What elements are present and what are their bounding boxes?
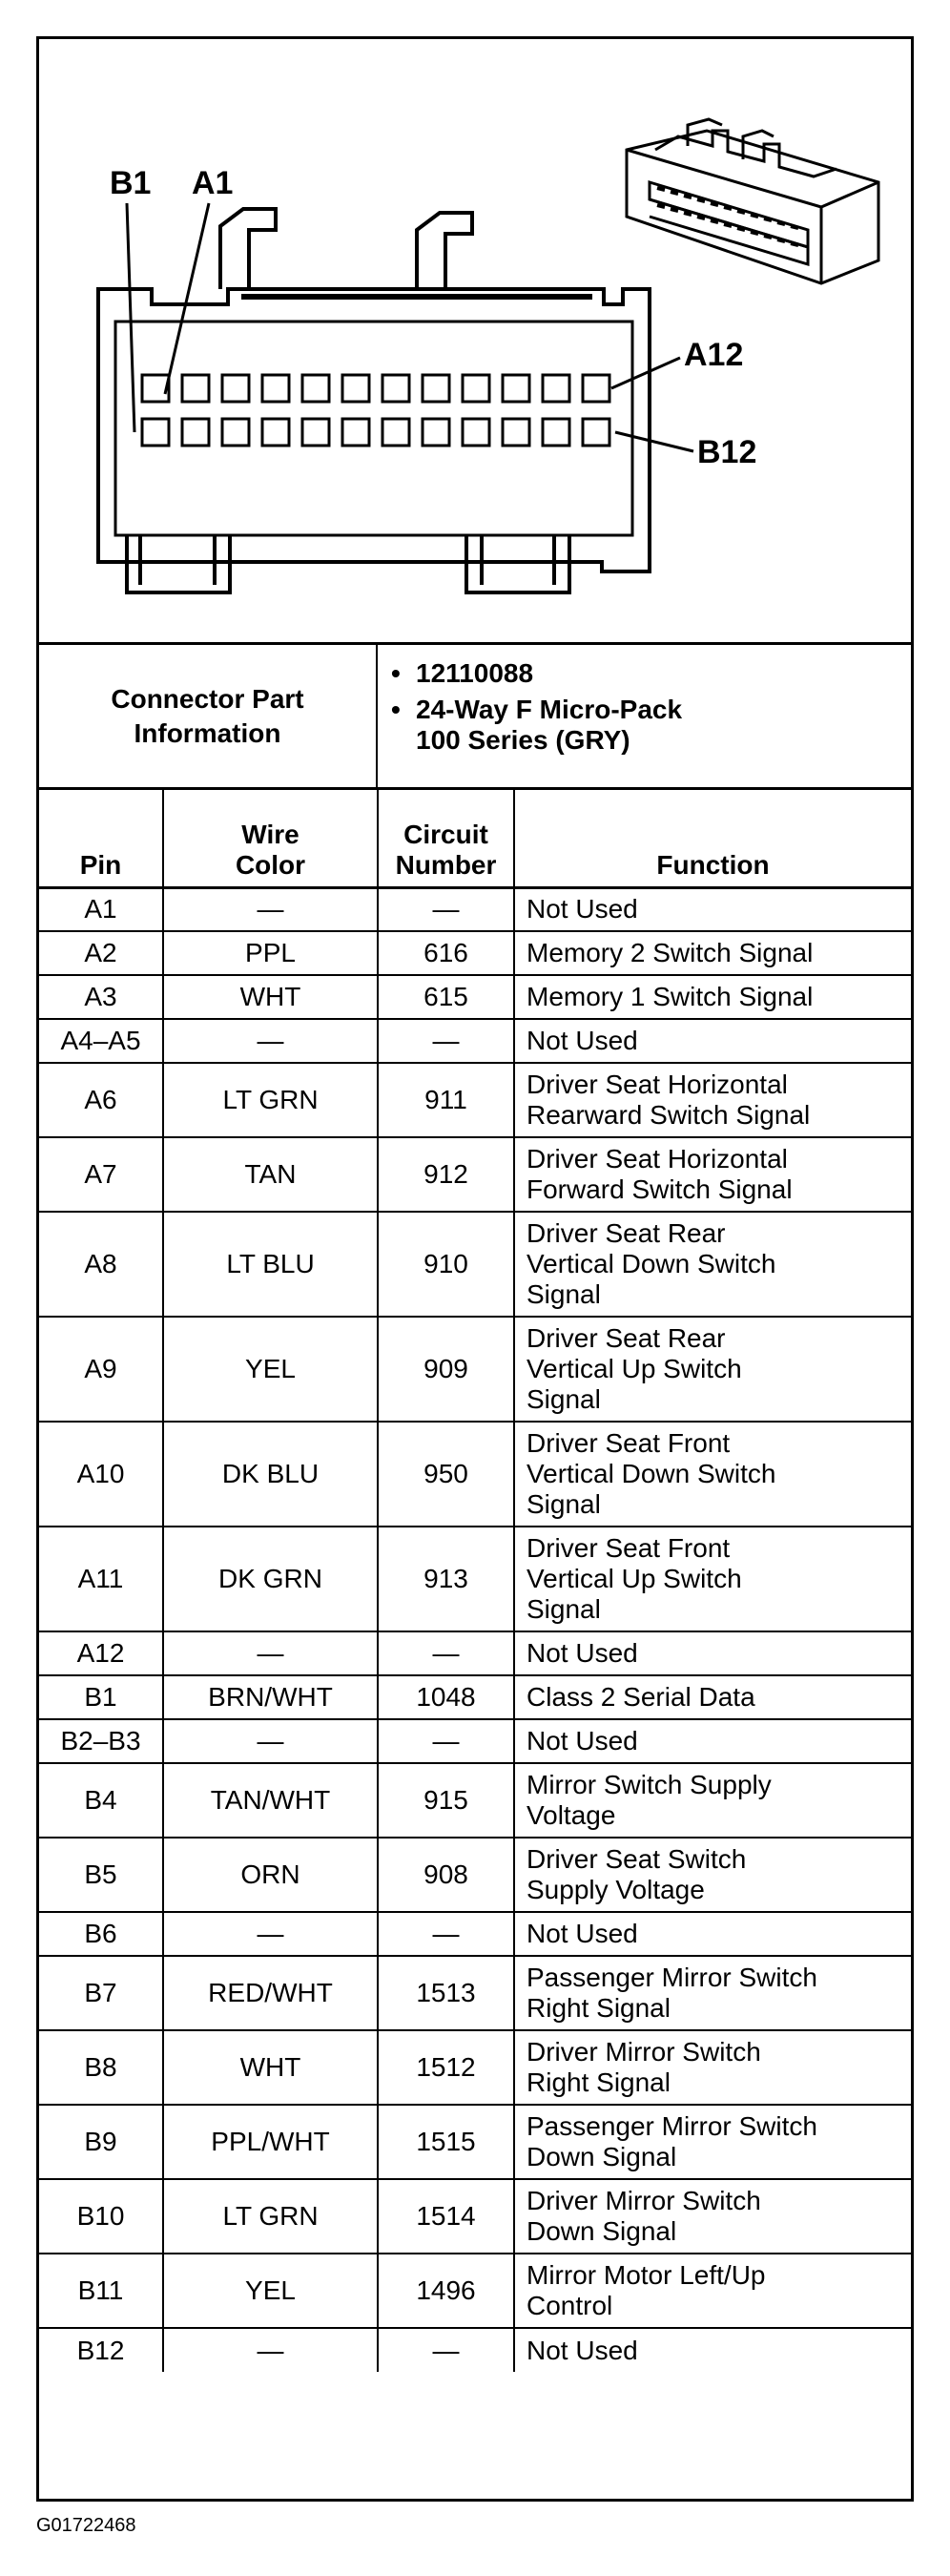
- pin-cell: A6: [39, 1063, 163, 1137]
- function-cell: [514, 1422, 911, 1527]
- cavity-a2: [182, 375, 209, 402]
- cavity-b9: [463, 419, 489, 446]
- function-line: Not Used: [527, 1026, 638, 1055]
- wire-color-cell: WHT: [163, 975, 378, 1019]
- table-row: [39, 2328, 911, 2372]
- table-row: [39, 1019, 911, 1063]
- connector-isometric-view: [627, 119, 878, 283]
- left-latch: [220, 209, 276, 289]
- function-cell: [514, 1719, 911, 1763]
- table-row: [39, 1317, 911, 1422]
- function-cell: [514, 2105, 911, 2179]
- function-line: Control: [527, 2291, 613, 2320]
- function-line: Voltage: [527, 1800, 616, 1830]
- table-row: [39, 1675, 911, 1719]
- info-label-line2: Information: [134, 717, 281, 748]
- wire-color-cell: PPL: [163, 931, 378, 975]
- wire-color-cell: TAN: [163, 1137, 378, 1212]
- wire-color-cell: YEL: [163, 1317, 378, 1422]
- function-line: Not Used: [527, 894, 638, 924]
- callout-b1-leader: [127, 203, 134, 432]
- function-cell: [514, 1956, 911, 2030]
- function-line: Right Signal: [527, 2067, 671, 2097]
- circuit-number-cell: 915: [378, 1763, 514, 1838]
- wire-color-cell: —: [163, 2328, 378, 2372]
- circuit-number-cell: —: [378, 1631, 514, 1675]
- function-line: Passenger Mirror Switch: [527, 2111, 817, 2141]
- wire-color-cell: —: [163, 1719, 378, 1763]
- callout-b12-label: B12: [697, 434, 757, 470]
- connector-sheet: [36, 36, 914, 2502]
- cavity-a12: [583, 375, 609, 402]
- connector-part-info-label: [39, 645, 378, 787]
- callout-a1-leader: [165, 203, 209, 394]
- table-row: [39, 1912, 911, 1956]
- pin-cavities: [142, 375, 609, 446]
- table-row: [39, 1422, 911, 1527]
- function-line: Driver Seat Switch: [527, 1844, 747, 1874]
- pin-cell: B11: [39, 2254, 163, 2328]
- cavity-a5: [302, 375, 329, 402]
- circuit-number-cell: 913: [378, 1527, 514, 1631]
- function-line: Signal: [527, 1279, 601, 1309]
- cavity-b10: [503, 419, 529, 446]
- function-cell: [514, 1838, 911, 1912]
- function-cell: [514, 1631, 911, 1675]
- wire-color-cell: ORN: [163, 1838, 378, 1912]
- wire-color-cell: WHT: [163, 2030, 378, 2105]
- header-circuit-number: Circuit Number: [378, 790, 514, 887]
- circuit-number-cell: 1496: [378, 2254, 514, 2328]
- connector-part-info-row: [39, 645, 911, 790]
- circuit-number-cell: 912: [378, 1137, 514, 1212]
- function-line: Not Used: [527, 2335, 638, 2365]
- table-row: [39, 1137, 911, 1212]
- cavity-a11: [543, 375, 569, 402]
- cavity-b7: [382, 419, 409, 446]
- callout-a12-leader: [611, 358, 680, 388]
- function-cell: [514, 887, 911, 931]
- pin-cell: B9: [39, 2105, 163, 2179]
- function-line: Forward Switch Signal: [527, 1174, 793, 1204]
- cavity-a6: [342, 375, 369, 402]
- function-line: Vertical Down Switch: [527, 1459, 776, 1488]
- circuit-number-cell: 616: [378, 931, 514, 975]
- table-row: [39, 1631, 911, 1675]
- function-cell: [514, 1212, 911, 1317]
- callout-b1-label: B1: [110, 165, 152, 201]
- function-cell: [514, 1912, 911, 1956]
- function-line: Class 2 Serial Data: [527, 1682, 755, 1712]
- table-row: [39, 1063, 911, 1137]
- cavity-b11: [543, 419, 569, 446]
- part-number: 12110088: [416, 658, 534, 688]
- table-row: [39, 1838, 911, 1912]
- cavity-a3: [222, 375, 249, 402]
- header-function: Function: [514, 790, 911, 887]
- function-line: Memory 2 Switch Signal: [527, 938, 814, 967]
- circuit-number-cell: —: [378, 1019, 514, 1063]
- pin-table-header: [39, 790, 911, 887]
- header-pin: Pin: [39, 790, 163, 887]
- function-line: Driver Seat Horizontal: [527, 1070, 788, 1099]
- cavity-a4: [262, 375, 289, 402]
- function-line: Not Used: [527, 1638, 638, 1668]
- circuit-number-cell: —: [378, 1719, 514, 1763]
- wire-color-cell: DK GRN: [163, 1527, 378, 1631]
- function-cell: [514, 1527, 911, 1631]
- function-line: Driver Seat Rear: [527, 1218, 726, 1248]
- circuit-number-cell: 1512: [378, 2030, 514, 2105]
- function-line: Driver Seat Front: [527, 1428, 731, 1458]
- function-line: Driver Mirror Switch: [527, 2037, 761, 2067]
- right-latch: [417, 213, 472, 289]
- cavity-b2: [182, 419, 209, 446]
- circuit-number-cell: 1515: [378, 2105, 514, 2179]
- function-line: Supply Voltage: [527, 1875, 705, 1904]
- table-row: [39, 1212, 911, 1317]
- function-cell: [514, 1019, 911, 1063]
- function-cell: [514, 1317, 911, 1422]
- pin-cell: B2–B3: [39, 1719, 163, 1763]
- function-cell: [514, 1675, 911, 1719]
- wire-color-cell: TAN/WHT: [163, 1763, 378, 1838]
- connector-housing-inner: [115, 322, 632, 535]
- pin-cell: A10: [39, 1422, 163, 1527]
- function-line: Passenger Mirror Switch: [527, 1963, 817, 1992]
- function-line: Driver Mirror Switch: [527, 2186, 761, 2215]
- function-line: Rearward Switch Signal: [527, 1100, 811, 1130]
- wire-color-cell: PPL/WHT: [163, 2105, 378, 2179]
- pin-cell: B12: [39, 2328, 163, 2372]
- circuit-number-cell: 911: [378, 1063, 514, 1137]
- function-cell: [514, 2254, 911, 2328]
- circuit-number-cell: 615: [378, 975, 514, 1019]
- table-row: [39, 2105, 911, 2179]
- cavity-a9: [463, 375, 489, 402]
- table-row: [39, 931, 911, 975]
- function-line: Signal: [527, 1489, 601, 1519]
- function-line: Signal: [527, 1384, 601, 1414]
- wire-color-cell: YEL: [163, 2254, 378, 2328]
- part-number-line: [391, 658, 911, 689]
- pin-cell: A12: [39, 1631, 163, 1675]
- table-row: [39, 2254, 911, 2328]
- pin-cell: B8: [39, 2030, 163, 2105]
- cavity-b5: [302, 419, 329, 446]
- function-line: Mirror Switch Supply: [527, 1770, 772, 1799]
- circuit-number-cell: 909: [378, 1317, 514, 1422]
- bullet-icon: •: [391, 695, 401, 724]
- circuit-number-cell: 908: [378, 1838, 514, 1912]
- pin-cell: B6: [39, 1912, 163, 1956]
- function-line: Driver Seat Rear: [527, 1323, 726, 1353]
- function-line: Not Used: [527, 1726, 638, 1755]
- circuit-number-cell: —: [378, 2328, 514, 2372]
- cavity-a1: [142, 375, 169, 402]
- table-row: [39, 1527, 911, 1631]
- table-row: [39, 887, 911, 931]
- cavity-b1: [142, 419, 169, 446]
- callout-a1-label: A1: [192, 165, 234, 201]
- table-row: [39, 1956, 911, 2030]
- function-line: Vertical Up Switch: [527, 1564, 742, 1593]
- function-cell: [514, 931, 911, 975]
- pin-cell: A11: [39, 1527, 163, 1631]
- pin-cell: B4: [39, 1763, 163, 1838]
- connector-description: [416, 695, 682, 756]
- description-line1: 24-Way F Micro-Pack: [416, 695, 683, 724]
- function-line: Mirror Motor Left/Up: [527, 2260, 766, 2290]
- connector-face-diagram: [39, 39, 911, 642]
- table-row: [39, 1763, 911, 1838]
- function-line: Driver Seat Front: [527, 1533, 731, 1563]
- pin-table: [39, 790, 911, 2372]
- function-line: Signal: [527, 1594, 601, 1624]
- cavity-b3: [222, 419, 249, 446]
- cavity-b12: [583, 419, 609, 446]
- function-cell: [514, 975, 911, 1019]
- wire-color-cell: RED/WHT: [163, 1956, 378, 2030]
- wire-color-cell: DK BLU: [163, 1422, 378, 1527]
- pin-cell: A9: [39, 1317, 163, 1422]
- description-line: [391, 695, 911, 756]
- function-line: Driver Seat Horizontal: [527, 1144, 788, 1174]
- wire-color-cell: —: [163, 1631, 378, 1675]
- cavity-b6: [342, 419, 369, 446]
- wire-color-cell: —: [163, 887, 378, 931]
- cavity-b8: [423, 419, 449, 446]
- function-cell: [514, 2179, 911, 2254]
- pin-cell: B5: [39, 1838, 163, 1912]
- function-line: Down Signal: [527, 2142, 677, 2171]
- wire-color-cell: LT GRN: [163, 1063, 378, 1137]
- function-cell: [514, 2328, 911, 2372]
- pin-cell: A1: [39, 887, 163, 931]
- connector-diagram-panel: [39, 39, 911, 645]
- description-line2: 100 Series (GRY): [416, 725, 630, 755]
- pin-cell: A2: [39, 931, 163, 975]
- circuit-number-cell: 1048: [378, 1675, 514, 1719]
- callout-a12-label: A12: [684, 337, 744, 373]
- circuit-number-cell: —: [378, 887, 514, 931]
- pin-cell: A4–A5: [39, 1019, 163, 1063]
- table-row: [39, 2179, 911, 2254]
- table-row: [39, 1719, 911, 1763]
- callout-b12-leader: [615, 432, 693, 451]
- pin-cell: B1: [39, 1675, 163, 1719]
- info-label-line1: Connector Part: [111, 683, 304, 714]
- wire-color-cell: LT GRN: [163, 2179, 378, 2254]
- function-cell: [514, 2030, 911, 2105]
- pin-cell: A7: [39, 1137, 163, 1212]
- pin-cell: B10: [39, 2179, 163, 2254]
- cavity-a10: [503, 375, 529, 402]
- header-wire-color: Wire Color: [163, 790, 378, 887]
- connector-part-info-values: [378, 645, 911, 787]
- function-line: Not Used: [527, 1919, 638, 1948]
- bullet-icon: •: [391, 658, 401, 688]
- table-row: [39, 2030, 911, 2105]
- function-line: Down Signal: [527, 2216, 677, 2246]
- circuit-number-cell: 910: [378, 1212, 514, 1317]
- pin-cell: A3: [39, 975, 163, 1019]
- circuit-number-cell: 950: [378, 1422, 514, 1527]
- function-cell: [514, 1063, 911, 1137]
- cavity-a8: [423, 375, 449, 402]
- figure-code: G01722468: [36, 2515, 136, 2536]
- wire-color-cell: LT BLU: [163, 1212, 378, 1317]
- cavity-b4: [262, 419, 289, 446]
- circuit-number-cell: —: [378, 1912, 514, 1956]
- wire-color-cell: —: [163, 1912, 378, 1956]
- function-line: Right Signal: [527, 1993, 671, 2023]
- pin-cell: B7: [39, 1956, 163, 2030]
- wire-color-cell: —: [163, 1019, 378, 1063]
- function-line: Memory 1 Switch Signal: [527, 982, 814, 1011]
- table-row: [39, 975, 911, 1019]
- wire-color-cell: BRN/WHT: [163, 1675, 378, 1719]
- circuit-number-cell: 1513: [378, 1956, 514, 2030]
- circuit-number-cell: 1514: [378, 2179, 514, 2254]
- pin-cell: A8: [39, 1212, 163, 1317]
- function-cell: [514, 1763, 911, 1838]
- cavity-a7: [382, 375, 409, 402]
- function-line: Vertical Down Switch: [527, 1249, 776, 1278]
- function-line: Vertical Up Switch: [527, 1354, 742, 1383]
- function-cell: [514, 1137, 911, 1212]
- pin-table-body: [39, 887, 911, 2372]
